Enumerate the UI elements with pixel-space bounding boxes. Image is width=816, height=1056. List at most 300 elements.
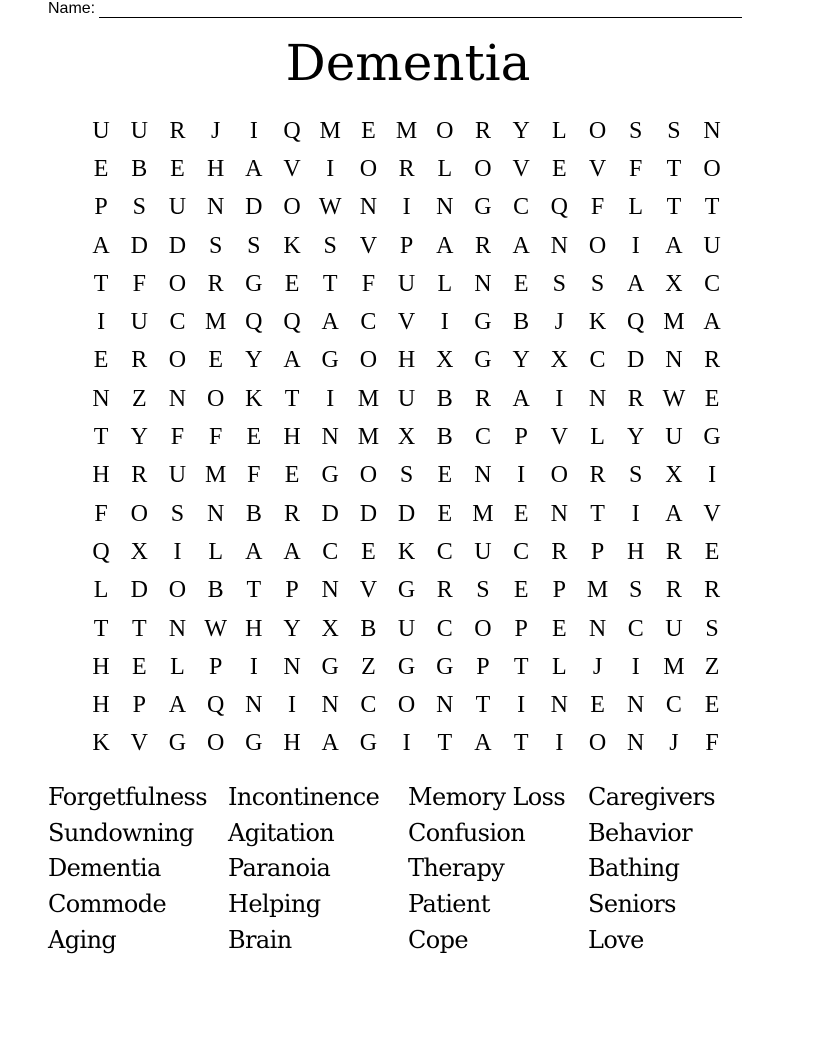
word-list-item: Behavior bbox=[588, 818, 692, 847]
grid-letter: Q bbox=[550, 194, 569, 221]
grid-letter: R bbox=[398, 155, 415, 182]
grid-letter: S bbox=[170, 500, 185, 527]
grid-letter: U bbox=[168, 462, 187, 489]
grid-letter: H bbox=[245, 615, 263, 642]
grid-letter: C bbox=[436, 615, 453, 642]
word-list-item: Commode bbox=[48, 890, 167, 919]
grid-letter: I bbox=[708, 462, 717, 489]
grid-letter: E bbox=[590, 692, 605, 719]
grid-letter: U bbox=[703, 232, 721, 259]
grid-letter: I bbox=[249, 117, 258, 144]
grid-letter: C bbox=[513, 194, 530, 221]
grid-letter: R bbox=[436, 577, 453, 604]
grid-letter: O bbox=[206, 730, 225, 757]
puzzle-title: Dementia bbox=[285, 34, 531, 92]
grid-letter: H bbox=[206, 155, 225, 182]
grid-letter: T bbox=[590, 500, 605, 527]
grid-letter: K bbox=[397, 538, 416, 565]
grid-letter: H bbox=[283, 730, 301, 757]
grid-letter: K bbox=[588, 309, 607, 336]
grid-letter: N bbox=[245, 692, 263, 719]
grid-letter: I bbox=[555, 730, 564, 757]
grid-letter: O bbox=[703, 155, 721, 182]
grid-letter: E bbox=[93, 155, 109, 182]
grid-letter: R bbox=[665, 577, 682, 604]
grid-letter: O bbox=[168, 270, 187, 297]
grid-letter: X bbox=[665, 270, 683, 297]
grid-letter: Q bbox=[206, 692, 225, 719]
grid-letter: M bbox=[395, 117, 418, 144]
grid-letter: S bbox=[629, 117, 643, 144]
grid-letter: V bbox=[283, 155, 301, 182]
grid-letter: W bbox=[204, 615, 227, 642]
word-list-item: Agitation bbox=[228, 818, 335, 847]
grid-letter: F bbox=[590, 194, 605, 221]
grid-letter: C bbox=[322, 538, 339, 565]
grid-letter: C bbox=[360, 692, 377, 719]
grid-letter: Z bbox=[131, 385, 147, 412]
grid-letter: R bbox=[284, 500, 301, 527]
grid-letter: P bbox=[552, 577, 567, 604]
grid-letter: E bbox=[704, 385, 720, 412]
grid-letter: C bbox=[513, 538, 530, 565]
grid-letter: M bbox=[472, 500, 494, 527]
grid-letter: F bbox=[361, 270, 376, 297]
grid-letter: L bbox=[552, 117, 567, 144]
word-list-item: Memory Loss bbox=[408, 783, 566, 811]
grid-letter: F bbox=[705, 730, 719, 757]
word-list-item: Therapy bbox=[408, 854, 505, 883]
grid-letter: E bbox=[208, 347, 223, 374]
grid-letter: Z bbox=[704, 653, 720, 680]
grid-letter: N bbox=[321, 424, 339, 451]
word-list-item: Love bbox=[588, 925, 644, 954]
grid-letter: P bbox=[514, 615, 528, 642]
grid-letter: B bbox=[131, 155, 148, 182]
grid-letter: I bbox=[288, 692, 297, 719]
grid-letter: L bbox=[590, 424, 605, 451]
grid-letter: R bbox=[131, 347, 148, 374]
grid-letter: M bbox=[319, 117, 341, 144]
grid-letter: E bbox=[437, 500, 453, 527]
word-list-item: Dementia bbox=[48, 854, 161, 883]
grid-letter: N bbox=[588, 385, 607, 412]
grid-letter: G bbox=[359, 730, 378, 757]
grid-letter: H bbox=[92, 692, 110, 719]
grid-letter: O bbox=[550, 462, 569, 489]
grid-letter: T bbox=[322, 270, 338, 297]
grid-letter: N bbox=[321, 692, 339, 719]
grid-letter: P bbox=[514, 424, 528, 451]
grid-letter: Y bbox=[283, 615, 301, 642]
grid-letter: U bbox=[397, 615, 416, 642]
grid-letter: G bbox=[703, 424, 721, 451]
grid-letter: U bbox=[397, 270, 416, 297]
grid-letter: T bbox=[666, 155, 682, 182]
grid-letter: H bbox=[627, 538, 645, 565]
grid-letter: E bbox=[552, 155, 567, 182]
word-list-item: Paranoia bbox=[228, 854, 331, 883]
grid-letter: S bbox=[476, 577, 490, 604]
grid-letter: A bbox=[92, 232, 110, 259]
grid-letter: P bbox=[132, 692, 146, 719]
grid-letter: I bbox=[555, 385, 564, 412]
grid-letter: N bbox=[550, 500, 569, 527]
grid-letter: G bbox=[321, 347, 339, 374]
word-list-item: Patient bbox=[408, 890, 490, 919]
grid-letter: R bbox=[551, 538, 568, 565]
grid-letter: E bbox=[513, 577, 529, 604]
grid-letter: E bbox=[552, 615, 567, 642]
grid-letter: I bbox=[326, 155, 335, 182]
word-list-item: Bathing bbox=[588, 854, 680, 883]
grid-letter: O bbox=[397, 692, 416, 719]
grid-letter: A bbox=[627, 270, 645, 297]
grid-letter: S bbox=[629, 462, 643, 489]
grid-letter: H bbox=[92, 653, 110, 680]
grid-letter: O bbox=[130, 500, 148, 527]
grid-letter: C bbox=[627, 615, 644, 642]
grid-letter: N bbox=[283, 653, 301, 680]
grid-letter: V bbox=[359, 577, 378, 604]
grid-letter: R bbox=[131, 462, 148, 489]
grid-letter: S bbox=[629, 577, 643, 604]
word-list-item: Brain bbox=[228, 925, 292, 954]
grid-letter: T bbox=[93, 615, 109, 642]
grid-letter: F bbox=[208, 424, 223, 451]
grid-letter: R bbox=[207, 270, 224, 297]
grid-letter: S bbox=[208, 232, 223, 259]
grid-letter: H bbox=[92, 462, 110, 489]
grid-letter: W bbox=[662, 385, 686, 412]
grid-letter: G bbox=[474, 347, 492, 374]
grid-letter: M bbox=[204, 309, 227, 336]
grid-letter: O bbox=[588, 117, 607, 144]
grid-letter: N bbox=[474, 270, 492, 297]
grid-letter: J bbox=[554, 309, 565, 336]
grid-letter: U bbox=[474, 538, 492, 565]
grid-letter: R bbox=[169, 117, 186, 144]
grid-letter: M bbox=[586, 577, 609, 604]
grid-letter: D bbox=[130, 232, 148, 259]
grid-letter: L bbox=[170, 653, 185, 680]
grid-letter: X bbox=[550, 347, 569, 374]
grid-letter: N bbox=[474, 462, 492, 489]
grid-letter: I bbox=[631, 653, 640, 680]
grid-letter: M bbox=[663, 653, 685, 680]
grid-letter: N bbox=[703, 117, 721, 144]
word-list-item: Cope bbox=[408, 925, 468, 954]
grid-letter: K bbox=[92, 730, 110, 757]
grid-letter: O bbox=[588, 730, 607, 757]
grid-letter: E bbox=[437, 462, 453, 489]
grid-letter: G bbox=[397, 577, 416, 604]
grid-letter: L bbox=[437, 270, 453, 297]
grid-letter: N bbox=[206, 194, 225, 221]
grid-letter: M bbox=[204, 462, 227, 489]
grid-letter: G bbox=[474, 309, 492, 336]
grid-letter: M bbox=[357, 424, 380, 451]
grid-letter: T bbox=[131, 615, 147, 642]
grid-letter: L bbox=[552, 653, 567, 680]
grid-letter: O bbox=[359, 462, 378, 489]
grid-letter: E bbox=[361, 117, 376, 144]
grid-letter: N bbox=[550, 692, 569, 719]
grid-letter: D bbox=[397, 500, 416, 527]
grid-letter: G bbox=[321, 653, 339, 680]
word-list-item: Aging bbox=[48, 925, 117, 954]
grid-letter: K bbox=[283, 232, 301, 259]
grid-letter: C bbox=[169, 309, 186, 336]
grid-letter: K bbox=[245, 385, 263, 412]
grid-letter: C bbox=[360, 309, 377, 336]
grid-letter: H bbox=[283, 424, 301, 451]
word-list bbox=[48, 780, 768, 958]
grid-letter: O bbox=[588, 232, 607, 259]
grid-letter: O bbox=[474, 615, 492, 642]
grid-letter: N bbox=[627, 692, 645, 719]
grid-letter: U bbox=[92, 117, 110, 144]
grid-letter: N bbox=[168, 385, 187, 412]
grid-letter: I bbox=[440, 309, 449, 336]
grid-letter: E bbox=[246, 424, 262, 451]
name-label: Name: bbox=[48, 0, 96, 17]
grid-letter: A bbox=[321, 309, 339, 336]
grid-letter: R bbox=[474, 232, 491, 259]
grid-letter: X bbox=[665, 462, 683, 489]
grid-letter: E bbox=[513, 500, 529, 527]
grid-letter: O bbox=[359, 155, 378, 182]
word-list-item: Forgetfulness bbox=[48, 783, 207, 811]
grid-letter: T bbox=[666, 194, 682, 221]
grid-letter: R bbox=[474, 385, 491, 412]
grid-letter: B bbox=[245, 500, 262, 527]
grid-letter: Q bbox=[283, 309, 301, 336]
grid-letter: R bbox=[474, 117, 491, 144]
grid-letter: I bbox=[173, 538, 182, 565]
name-underline[interactable] bbox=[99, 3, 742, 18]
grid-letter: N bbox=[627, 730, 645, 757]
grid-letter: P bbox=[399, 232, 414, 259]
grid-letter: N bbox=[436, 692, 454, 719]
grid-letter: U bbox=[130, 117, 148, 144]
grid-letter: I bbox=[631, 232, 640, 259]
grid-letter: X bbox=[397, 424, 416, 451]
grid-letter: L bbox=[628, 194, 644, 221]
grid-letter: J bbox=[210, 117, 221, 144]
grid-letter: E bbox=[284, 270, 300, 297]
grid-letter: F bbox=[132, 270, 146, 297]
grid-letter: I bbox=[97, 309, 106, 336]
grid-letter: C bbox=[665, 692, 682, 719]
grid-letter: G bbox=[397, 653, 416, 680]
grid-letter: O bbox=[168, 347, 187, 374]
grid-letter: V bbox=[397, 309, 416, 336]
grid-letter: S bbox=[323, 232, 337, 259]
grid-letter: D bbox=[627, 347, 645, 374]
grid-letter: T bbox=[93, 424, 109, 451]
grid-letter: N bbox=[588, 615, 607, 642]
grid-letter: I bbox=[631, 500, 640, 527]
grid-letter: O bbox=[436, 117, 454, 144]
grid-letter: Y bbox=[627, 424, 645, 451]
grid-letter: N bbox=[550, 232, 569, 259]
grid-letter: N bbox=[206, 500, 225, 527]
grid-letter: E bbox=[284, 462, 300, 489]
grid-letter: R bbox=[665, 538, 682, 565]
grid-letter: I bbox=[517, 462, 526, 489]
grid-letter: U bbox=[168, 194, 187, 221]
word-list-item: Seniors bbox=[588, 890, 676, 919]
grid-letter: S bbox=[399, 462, 414, 489]
grid-letter: S bbox=[705, 615, 719, 642]
grid-letter: W bbox=[318, 194, 342, 221]
grid-letter: N bbox=[665, 347, 683, 374]
grid-letter: A bbox=[168, 692, 187, 719]
grid-letter: Q bbox=[245, 309, 263, 336]
grid-letter: R bbox=[704, 347, 721, 374]
grid-letter: B bbox=[436, 424, 453, 451]
grid-letter: X bbox=[130, 538, 148, 565]
grid-letter: F bbox=[94, 500, 108, 527]
grid-letter: S bbox=[132, 194, 146, 221]
word-list-item: Sundowning bbox=[48, 818, 194, 847]
grid-letter: T bbox=[513, 653, 529, 680]
grid-letter: O bbox=[168, 577, 187, 604]
grid-letter: E bbox=[170, 155, 185, 182]
name-field[interactable] bbox=[48, 0, 742, 18]
grid-letter: O bbox=[206, 385, 225, 412]
grid-letter: U bbox=[665, 424, 683, 451]
grid-letter: Q bbox=[627, 309, 645, 336]
grid-letter: E bbox=[704, 538, 720, 565]
grid-letter: P bbox=[285, 577, 299, 604]
grid-letter: N bbox=[321, 577, 339, 604]
grid-letter: A bbox=[512, 232, 530, 259]
grid-letter: Z bbox=[361, 653, 376, 680]
grid-letter: F bbox=[247, 462, 261, 489]
grid-letter: V bbox=[130, 730, 148, 757]
grid-letter: U bbox=[665, 615, 683, 642]
grid-letter: Y bbox=[512, 347, 530, 374]
grid-letter: C bbox=[589, 347, 606, 374]
grid-letter: N bbox=[436, 194, 454, 221]
grid-letter: A bbox=[703, 309, 721, 336]
grid-letter: A bbox=[436, 232, 454, 259]
grid-letter: T bbox=[246, 577, 262, 604]
grid-letter: P bbox=[476, 653, 490, 680]
grid-letter: Y bbox=[512, 117, 530, 144]
grid-letter: G bbox=[436, 653, 454, 680]
grid-letter: A bbox=[283, 538, 301, 565]
grid-letter: A bbox=[474, 730, 492, 757]
grid-letter: B bbox=[513, 309, 530, 336]
letter-grid bbox=[82, 112, 731, 763]
grid-letter: B bbox=[207, 577, 224, 604]
grid-letter: Q bbox=[92, 538, 110, 565]
grid-letter: B bbox=[436, 385, 453, 412]
grid-letter: V bbox=[550, 424, 569, 451]
grid-letter: A bbox=[321, 730, 339, 757]
grid-letter: Y bbox=[245, 347, 263, 374]
grid-letter: U bbox=[397, 385, 416, 412]
grid-letter: E bbox=[361, 538, 376, 565]
word-list-item: Helping bbox=[228, 890, 321, 919]
grid-letter: O bbox=[359, 347, 378, 374]
grid-letter: E bbox=[513, 270, 529, 297]
grid-letter: T bbox=[284, 385, 300, 412]
grid-letter: G bbox=[245, 270, 263, 297]
grid-letter: O bbox=[283, 194, 301, 221]
grid-letter: A bbox=[512, 385, 530, 412]
grid-letter: B bbox=[360, 615, 377, 642]
grid-letter: T bbox=[93, 270, 109, 297]
grid-letter: A bbox=[245, 155, 263, 182]
grid-letter: X bbox=[321, 615, 339, 642]
grid-letter: I bbox=[402, 194, 411, 221]
grid-letter: R bbox=[627, 385, 644, 412]
grid-letter: L bbox=[208, 538, 223, 565]
grid-letter: G bbox=[168, 730, 187, 757]
grid-letter: C bbox=[436, 538, 453, 565]
grid-letter: F bbox=[629, 155, 643, 182]
grid-letter: N bbox=[92, 385, 110, 412]
grid-letter: R bbox=[704, 577, 721, 604]
grid-letter: D bbox=[359, 500, 378, 527]
grid-letter: D bbox=[168, 232, 187, 259]
grid-letter: Y bbox=[130, 424, 148, 451]
grid-letter: V bbox=[512, 155, 530, 182]
word-list-item: Caregivers bbox=[588, 783, 715, 811]
grid-letter: G bbox=[245, 730, 263, 757]
grid-letter: T bbox=[513, 730, 529, 757]
grid-letter: C bbox=[704, 270, 721, 297]
grid-letter: V bbox=[359, 232, 378, 259]
word-list-item: Confusion bbox=[408, 818, 526, 847]
grid-letter: V bbox=[588, 155, 607, 182]
grid-letter: A bbox=[283, 347, 301, 374]
grid-letter: V bbox=[703, 500, 721, 527]
grid-letter: T bbox=[704, 194, 720, 221]
grid-letter: F bbox=[170, 424, 185, 451]
grid-letter: S bbox=[667, 117, 681, 144]
grid-letter: S bbox=[247, 232, 261, 259]
grid-letter: M bbox=[663, 309, 685, 336]
grid-letter: J bbox=[592, 653, 603, 680]
grid-letter: T bbox=[437, 730, 453, 757]
grid-letter: G bbox=[321, 462, 339, 489]
grid-letter: A bbox=[665, 500, 683, 527]
grid-letter: J bbox=[669, 730, 679, 757]
grid-letter: I bbox=[249, 653, 258, 680]
grid-letter: H bbox=[397, 347, 416, 374]
grid-letter: L bbox=[93, 577, 109, 604]
grid-letter: P bbox=[590, 538, 605, 565]
grid-letter: N bbox=[359, 194, 378, 221]
grid-letter: E bbox=[93, 347, 109, 374]
word-list-item: Incontinence bbox=[228, 783, 380, 811]
grid-letter: D bbox=[130, 577, 148, 604]
grid-letter: R bbox=[589, 462, 606, 489]
grid-letter: L bbox=[437, 155, 453, 182]
grid-letter: E bbox=[131, 653, 147, 680]
grid-letter: O bbox=[474, 155, 492, 182]
grid-letter: C bbox=[474, 424, 491, 451]
grid-letter: P bbox=[94, 194, 108, 221]
grid-letter: U bbox=[130, 309, 148, 336]
grid-letter: P bbox=[208, 653, 223, 680]
grid-letter: M bbox=[357, 385, 380, 412]
